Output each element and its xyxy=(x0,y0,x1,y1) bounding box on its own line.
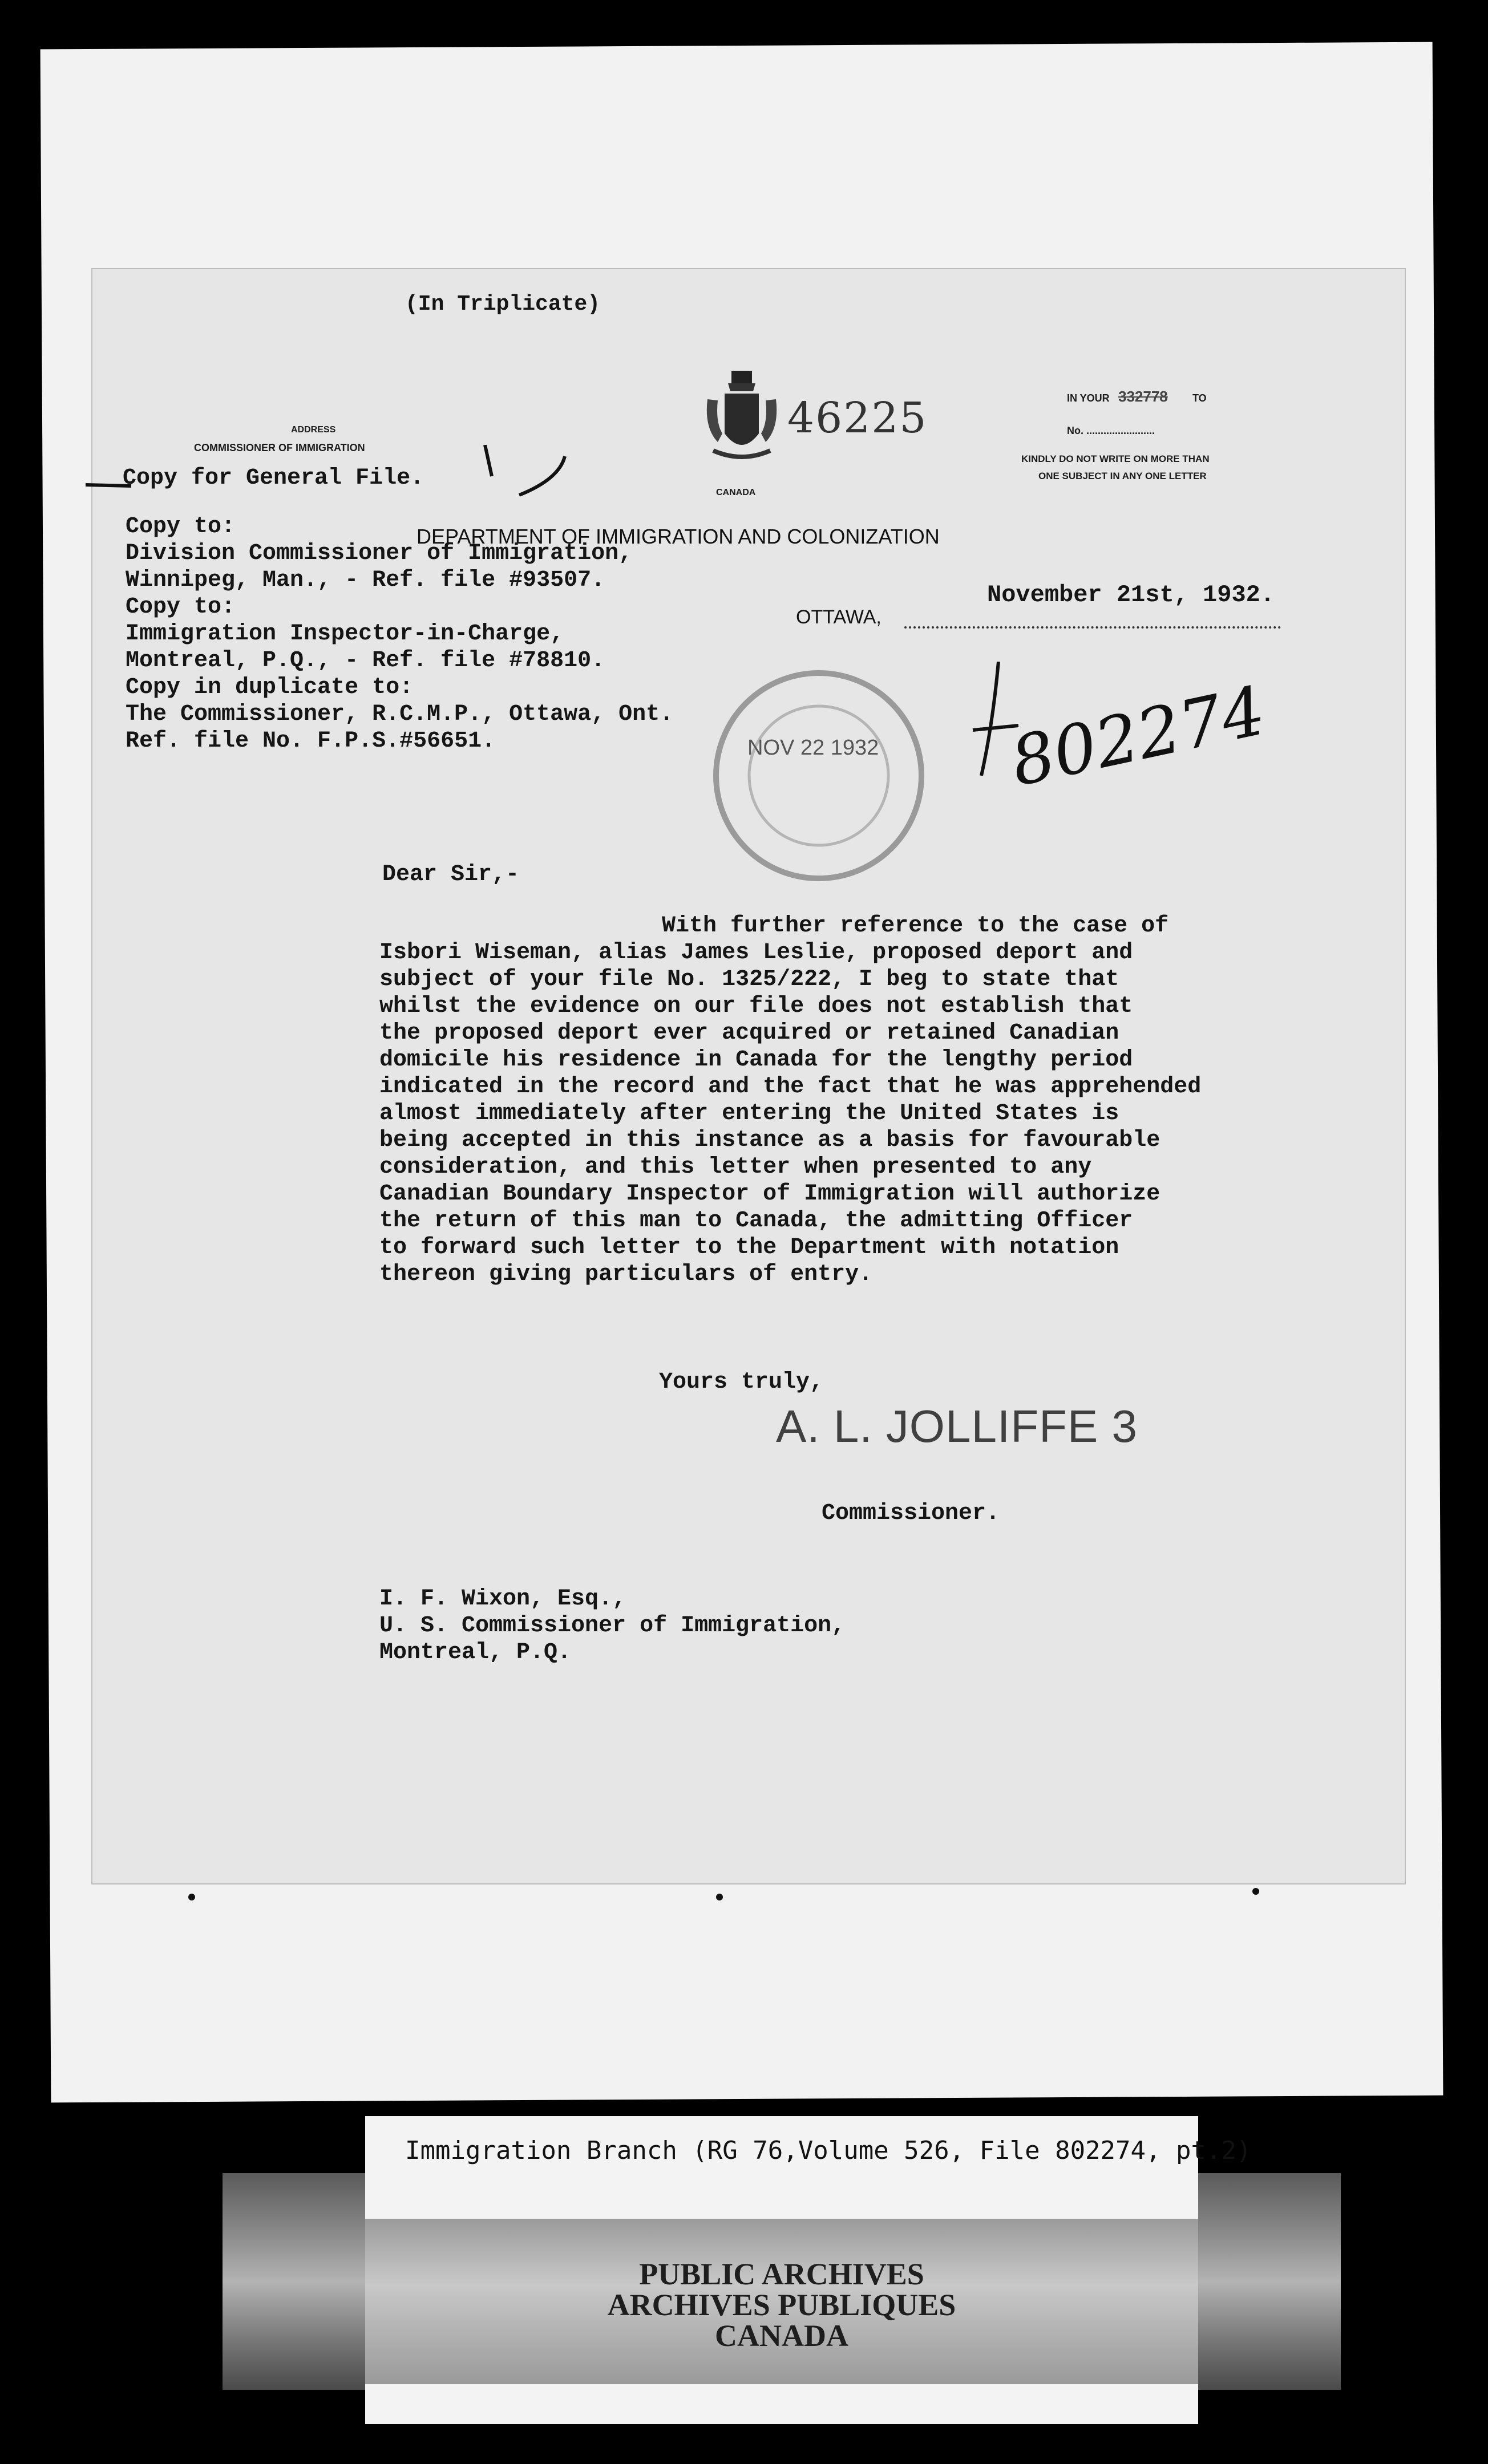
copy-general-file: Copy for General File. xyxy=(123,465,424,491)
copies-line: Immigration Inspector-in-Charge, xyxy=(126,621,564,647)
copies-line: Winnipeg, Man., - Ref. file #93507. xyxy=(126,568,605,593)
body-line: the proposed deport ever acquired or retained Canadian xyxy=(379,1020,1119,1046)
body-line: whilst the evidence on our file does not establish that xyxy=(379,994,1133,1019)
in-your-label: IN YOUR xyxy=(1067,392,1110,404)
body-line: the return of this man to Canada, the admitting Officer xyxy=(379,1208,1133,1234)
copies-line: Copy to: xyxy=(126,594,236,620)
department-heading: DEPARTMENT OF IMMIGRATION AND COLONIZATION xyxy=(417,525,940,548)
canada-crest-icon xyxy=(702,365,782,479)
body-line: indicated in the record and the fact that he was apprehended xyxy=(379,1074,1202,1100)
copies-line: Division Commissioner of Immigration, xyxy=(126,541,633,566)
archive-stamp xyxy=(365,2259,1198,2351)
commissioner-label: COMMISSIONER OF IMMIGRATION xyxy=(194,442,365,453)
archive-stamp-line: CANADA xyxy=(715,2319,848,2353)
copies-line: The Commissioner, R.C.M.P., Ottawa, Ont. xyxy=(126,702,674,727)
body-line: domicile his residence in Canada for the lengthy period xyxy=(379,1047,1133,1073)
addressee-line: I. F. Wixon, Esq., xyxy=(379,1586,626,1612)
closing: Yours truly, xyxy=(659,1369,824,1395)
addressee-line: Montreal, P.Q. xyxy=(379,1640,572,1665)
body-line: With further reference to the case of xyxy=(662,913,1169,939)
copies-line: Copy in duplicate to: xyxy=(126,675,414,700)
file-stamp-number: 46225 xyxy=(787,394,928,443)
number-line: No. ........................ xyxy=(1067,425,1155,436)
triplicate-note: (In Triplicate) xyxy=(405,292,601,317)
copies-line: Copy to: xyxy=(126,514,236,540)
body-line: to forward such letter to the Department with notation xyxy=(379,1235,1119,1261)
ottawa-label: OTTAWA, xyxy=(796,606,882,628)
body-line: almost immediately after entering the United States is xyxy=(379,1101,1119,1126)
body-line: being accepted in this instance as a basis for favourable xyxy=(379,1128,1161,1153)
archive-stamp-line: PUBLIC ARCHIVES xyxy=(639,2257,924,2291)
handwritten-file-number: 802274 xyxy=(1004,671,1272,801)
copies-line: Ref. file No. F.P.S.#56651. xyxy=(126,728,496,754)
mount-dot xyxy=(188,1894,195,1900)
received-stamp-date: NOV 22 1932 xyxy=(747,736,879,760)
mount-dot xyxy=(716,1894,723,1900)
salutation: Dear Sir,- xyxy=(382,862,520,887)
received-stamp-icon xyxy=(696,662,941,890)
mount-dot xyxy=(1252,1888,1259,1895)
body-line: subject of your file No. 1325/222, I beg to state that xyxy=(379,967,1119,992)
addressee-line: U. S. Commissioner of Immigration, xyxy=(379,1613,846,1639)
signature-stamp: A. L. JOLLIFFE 3 xyxy=(776,1401,1138,1452)
in-your-reference: 332778 xyxy=(1118,388,1168,405)
body-line: thereon giving particulars of entry. xyxy=(379,1262,873,1287)
to-label: TO xyxy=(1192,392,1207,404)
notice-line-2: ONE SUBJECT IN ANY ONE LETTER xyxy=(1038,471,1207,481)
date-rule xyxy=(904,626,1281,629)
body-line: Isbori Wiseman, alias James Leslie, proposed deport and xyxy=(379,940,1133,966)
copies-line: Montreal, P.Q., - Ref. file #78810. xyxy=(126,648,605,674)
signatory-title: Commissioner. xyxy=(822,1501,1000,1526)
letter-date: November 21st, 1932. xyxy=(987,581,1275,609)
address-label: ADDRESS xyxy=(291,425,336,435)
canada-label: CANADA xyxy=(716,488,756,497)
body-line: Canadian Boundary Inspector of Immigration will authorize xyxy=(379,1181,1161,1207)
archive-stamp-line: ARCHIVES PUBLIQUES xyxy=(607,2288,956,2322)
archive-label: Immigration Branch (RG 76,Volume 526, File 802274, pt.2) xyxy=(405,2136,1252,2165)
notice-line-1: KINDLY DO NOT WRITE ON MORE THAN xyxy=(1021,453,1210,464)
body-line: consideration, and this letter when presented to any xyxy=(379,1154,1092,1180)
